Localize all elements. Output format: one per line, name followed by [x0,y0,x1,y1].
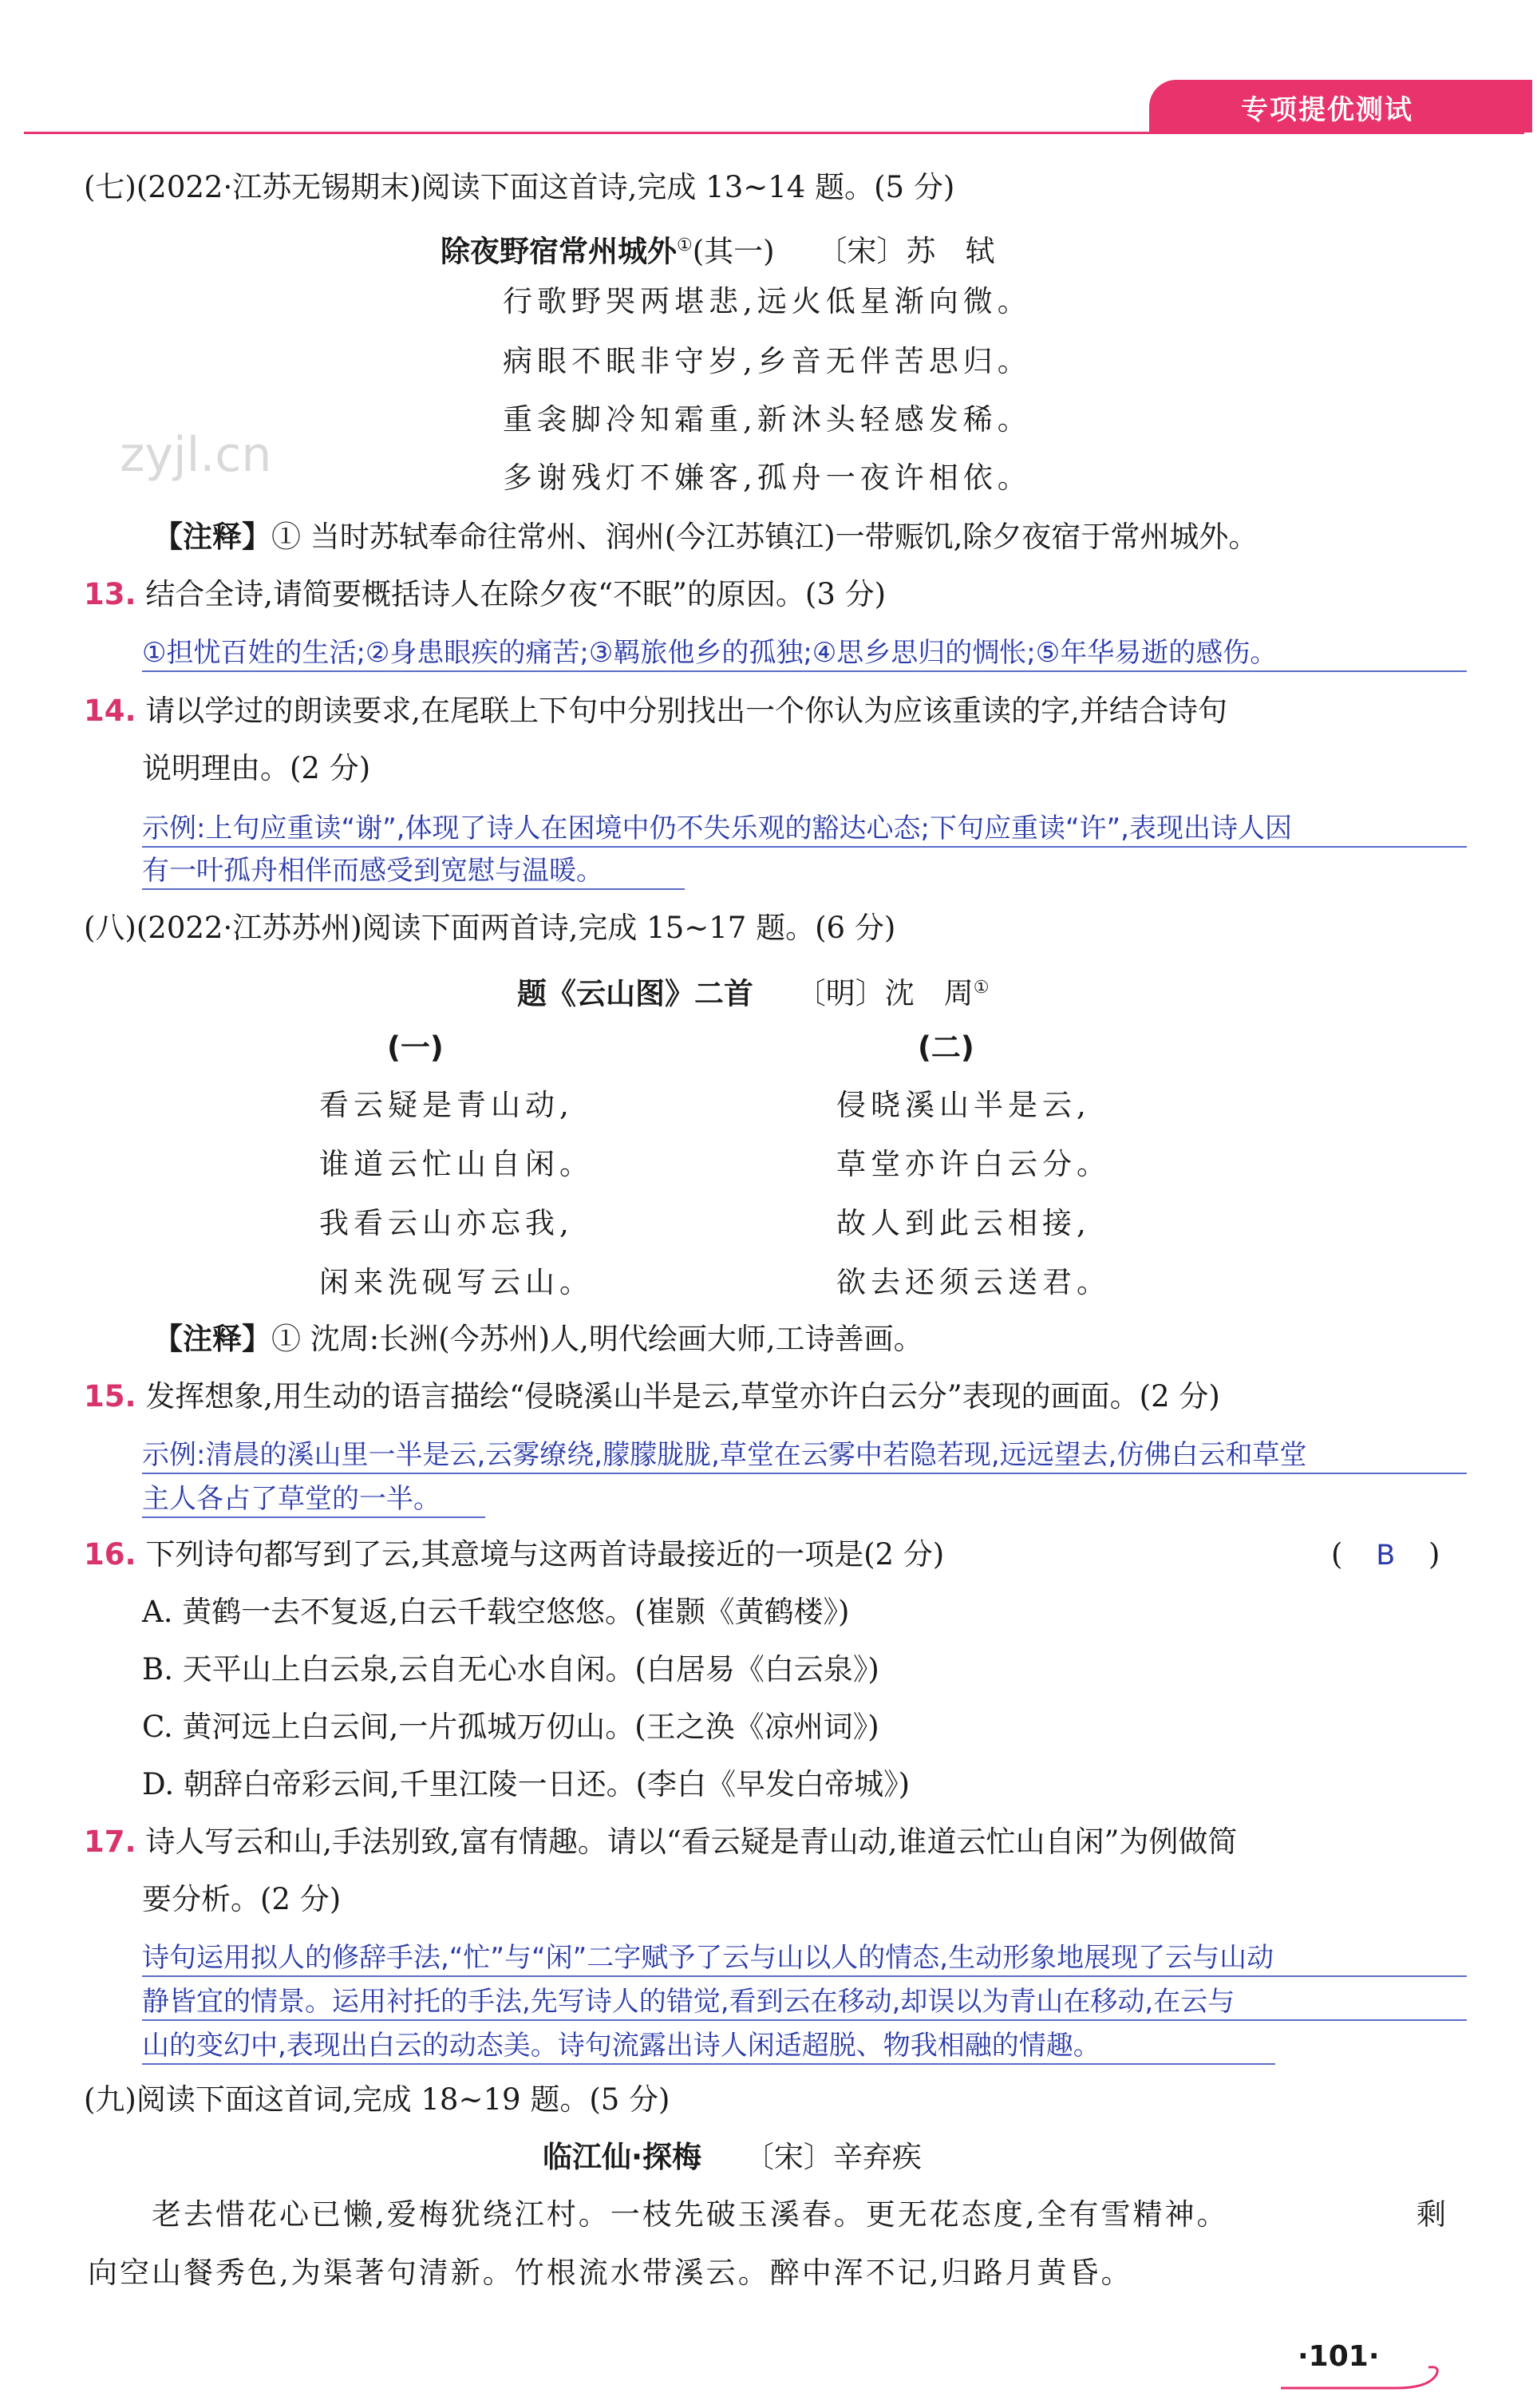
answer-underline [142,846,1467,848]
poem-title: 除夜野宿常州城外 [441,234,677,269]
answer-15-line2: 主人各占了草堂的一半。 [142,1483,441,1515]
poem1-line: 谁道云忙山自闲。 [319,1147,594,1181]
poem-title: 临江仙·探梅 [543,2140,702,2174]
poem1-line: 看云疑是青山动, [319,1088,574,1122]
note-text: ① 沈周:长洲(今苏州)人,明代绘画大师,工诗善画。 [271,1322,923,1356]
section8-heading: (八)(2022·江苏苏州)阅读下面两首诗,完成 15~17 题。(6 分) [84,911,896,945]
answer-16-box [1331,1536,1440,1574]
answer-17-line1: 诗句运用拟人的修辞手法,“忙”与“闲”二字赋予了云与山以人的情态,生动形象地展现了云与山动 [142,1942,1274,1974]
poem1-label: (一) [387,1030,444,1065]
paren-close: ) [1428,1537,1440,1572]
answer-underline [142,1975,1467,1977]
poem-title: 题《云山图》二首 [517,976,753,1011]
question-number: 17. [84,1825,136,1859]
option-c: C. 黄河远上白云间,一片孤城万仞山。(王之涣《凉州词》) [142,1710,879,1744]
question-text: 诗人写云和山,手法别致,富有情趣。请以“看云疑是青山动,谁道云忙山自闲”为例做简 [145,1825,1238,1859]
question-number: 14. [84,694,136,728]
poem2-line: 欲去还须云送君。 [836,1265,1111,1299]
answer-underline [142,2063,1275,2065]
poem-author: 〔宋〕辛弃疾 [744,2140,922,2174]
answer-underline [142,888,685,890]
note-label: 【注释】 [153,1322,271,1356]
section7-poem-title-row [441,227,994,270]
footnote-mark: ① [973,978,990,998]
poem-line: 多谢残灯不嫌客,孤舟一夜许相依。 [503,461,1032,495]
question-14 [84,693,1227,730]
question-number: 16. [84,1537,136,1572]
option-a: A. 黄鹤一去不复返,白云千载空悠悠。(崔颢《黄鹤楼》) [142,1595,850,1629]
watermark: zyjl.cn [120,427,272,483]
answer-underline [142,670,1467,672]
poem2-line: 侵晓溪山半是云, [836,1088,1091,1122]
answer-13: ①担忧百姓的生活;②身患眼疾的痛苦;③羁旅他乡的孤独;④思乡思归的惆怅;⑤年华易逝的感伤。 [142,637,1278,669]
section7-heading: (七)(2022·江苏无锡期末)阅读下面这首诗,完成 13~14 题。(5 分) [84,170,955,204]
question-number: 15. [84,1379,136,1414]
poem1-line: 闲来洗砚写云山。 [319,1265,594,1299]
note-text: ① 当时苏轼奉命往常州、润州(今江苏镇江)一带赈饥,除夕夜宿于常州城外。 [271,520,1258,554]
question-text: 下列诗句都写到了云,其意境与这两首诗最接近的一项是(2 分) [145,1537,945,1572]
section9-poem-title-row [543,2139,922,2176]
question-number: 13. [84,577,136,611]
poem2-line: 故人到此云相接, [836,1206,1091,1240]
paren-open: ( [1331,1537,1343,1572]
header-tag [1149,80,1532,132]
section8-poem-title-row [517,970,990,1012]
ci-line1: 老去惜花心已懒,爱梅犹绕江村。一枝先破玉溪春。更无花态度,全有雪精神。 [152,2197,1229,2232]
section7-note [153,519,1258,556]
answer-14-line2: 有一叶孤舟相伴而感受到宽慰与温暖。 [142,855,603,887]
ci-line1-tail: 剩 [1416,2197,1451,2232]
page-number-swoosh-icon [1277,2355,1452,2394]
answer-17-line3: 山的变幻中,表现出白云的动态美。诗句流露出诗人闲适超脱、物我相融的情趣。 [142,2030,1100,2062]
note-label: 【注释】 [153,520,271,554]
poem-author: 〔宋〕苏 轼 [817,234,995,269]
section8-note [153,1321,923,1358]
ci-line2: 向空山餐秀色,为渠著句清新。竹根流水带溪云。醉中浑不记,归路月黄昏。 [88,2256,1133,2290]
poem-line: 重衾脚冷知霜重,新沐头轻感发稀。 [503,402,1032,437]
answer-underline [142,1473,1467,1474]
poem-author: 〔明〕沈 周 [796,976,974,1011]
answer-17-line2: 静皆宜的情景。运用衬托的手法,先写诗人的错觉,看到云在移动,却误以为青山在移动,在云与 [142,1986,1235,2018]
question-text: 发挥想象,用生动的语言描绘“侵晓溪山半是云,草堂亦许白云分”表现的画面。(2 分) [145,1379,1220,1414]
page-number: ·101· [1298,2340,1380,2373]
answer-15-line1: 示例:清晨的溪山里一半是云,云雾缭绕,朦朦胧胧,草堂在云雾中若隐若现,远远望去,仿佛白云和草堂 [142,1439,1307,1471]
poem2-line: 草堂亦许白云分。 [836,1147,1111,1181]
question-17-line2: 要分析。(2 分) [142,1882,342,1916]
option-d: D. 朝辞白帝彩云间,千里江陵一日还。(李白《早发白帝城》) [142,1767,910,1801]
poem-line: 病眼不眠非守岁,乡音无伴苦思归。 [503,344,1032,378]
poem2-label: (二) [918,1030,974,1065]
header-tag-label: 专项提优测试 [1241,94,1413,126]
poem1-line: 我看云山亦忘我, [319,1206,574,1240]
answer-16: B [1376,1540,1396,1572]
answer-14-line1: 示例:上句应重读“谢”,体现了诗人在困境中仍不失乐观的豁达心态;下句应重读“许”,表现出诗人因 [142,813,1292,844]
option-b: B. 天平山上白云泉,云自无心水自闲。(白居易《白云泉》) [142,1652,879,1686]
question-13 [84,576,886,613]
section9-heading: (九)阅读下面这首词,完成 18~19 题。(5 分) [84,2082,670,2117]
footnote-mark: ① [677,235,693,255]
answer-underline [142,1516,485,1518]
question-17 [84,1824,1237,1860]
answer-underline [142,2019,1467,2021]
question-14-line2: 说明理由。(2 分) [142,751,371,785]
question-16 [84,1536,944,1573]
poem-title-suffix: (其一) [692,234,775,269]
poem-line: 行歌野哭两堪悲,远火低星渐向微。 [503,284,1032,318]
question-15 [84,1378,1220,1415]
question-text: 请以学过的朗读要求,在尾联上下句中分别找出一个你认为应该重读的字,并结合诗句 [145,694,1227,728]
question-text: 结合全诗,请简要概括诗人在除夕夜“不眠”的原因。(3 分) [145,577,887,611]
